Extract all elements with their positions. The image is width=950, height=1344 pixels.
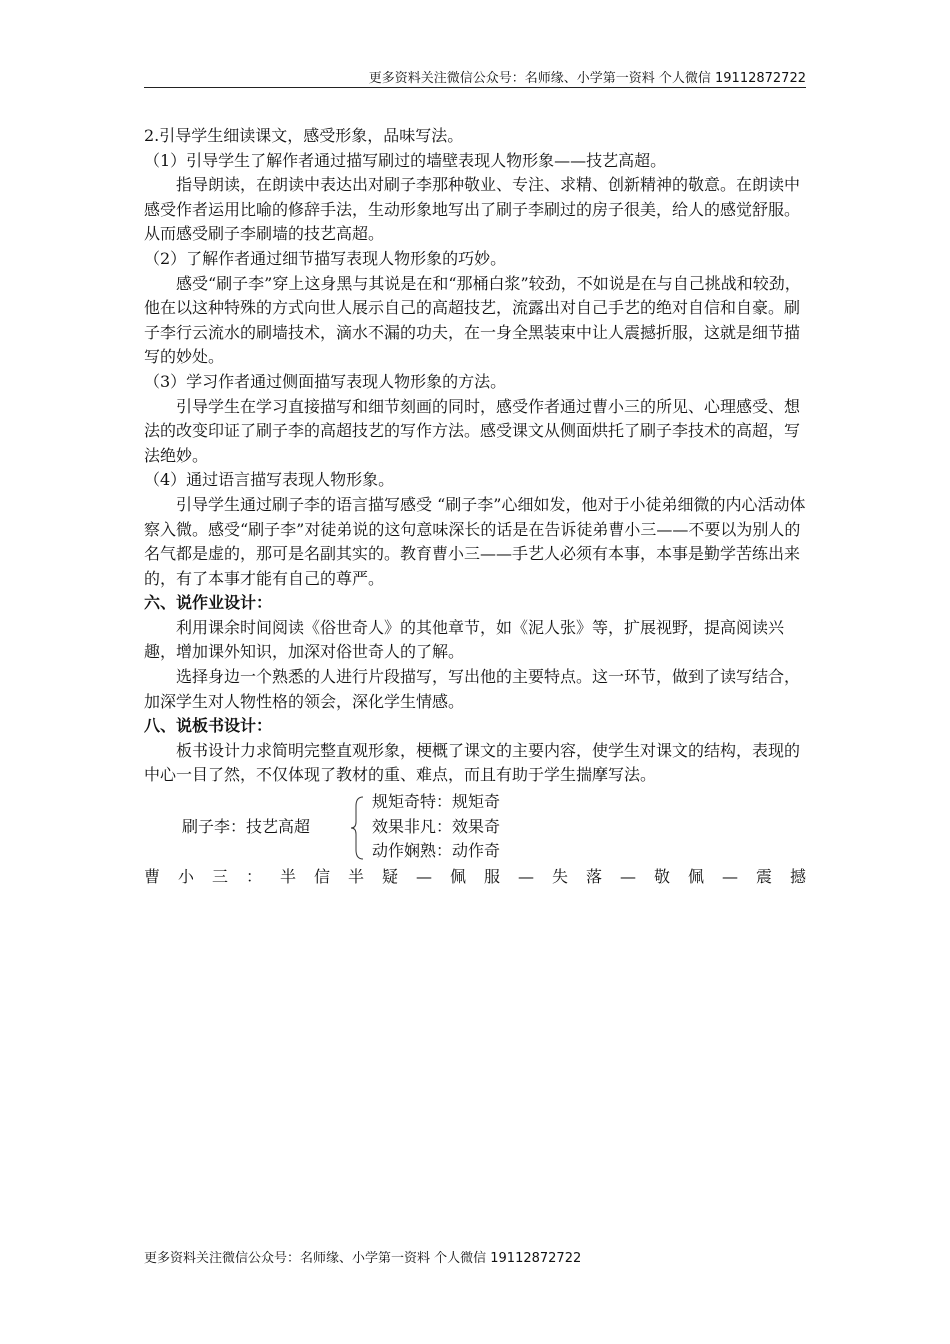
char: 佩 <box>449 867 466 887</box>
subheading: （4）通过语言描写表现人物形象。 <box>144 470 395 490</box>
char: 失 <box>551 867 568 887</box>
char: 震 <box>755 867 772 887</box>
page-header: 更多资料关注微信公众号：名师缘、小学第一资料 个人微信 19112872722 <box>368 71 806 86</box>
char: — <box>416 867 432 887</box>
section-heading: 八、说板书设计： <box>144 716 273 736</box>
board-main-label: 刷子李：技艺高超 <box>182 817 311 837</box>
char: 落 <box>585 867 602 887</box>
subheading: （1）引导学生了解作者通过描写刷过的墙壁表现人物形象——技艺高超。 <box>144 150 667 170</box>
char: — <box>517 867 534 887</box>
char: 信 <box>314 867 331 887</box>
paragraph: 选择身边一个熟悉的人进行片段描写，写出他的主要特点。这一环节，做到了读写结合，加深学生对人物性格的领会，深化学生情感。 <box>144 667 801 711</box>
cao-xiaosan-line <box>144 865 806 890</box>
section-heading: 六、说作业设计： <box>144 593 273 613</box>
paragraph: 引导学生在学习直接描写和细节刻画的同时，感受作者通过曹小三的所见、心理感受、想法的改变印证了刷子李的高超技艺的写作方法。感受课文从侧面烘托了刷子李技术的高超，写法绝妙。 <box>144 396 801 465</box>
char: 疑 <box>382 867 399 887</box>
brace-icon <box>350 796 364 860</box>
subheading: （2）了解作者通过细节描写表现人物形象的巧妙。 <box>144 248 507 268</box>
subheading: （3）学习作者通过侧面描写表现人物形象的方法。 <box>144 371 507 391</box>
char: 半 <box>280 867 297 887</box>
paragraph: 板书设计力求简明完整直观形象，梗概了课文的主要内容，使学生对课文的结构，表现的中心一目了然，不仅体现了教材的重、难点，而且有助于学生揣摩写法。 <box>144 740 801 785</box>
board-item: 规矩奇特：规矩奇 <box>372 792 501 812</box>
char: ： <box>246 867 263 887</box>
char: 服 <box>483 867 500 887</box>
char: 半 <box>348 867 365 887</box>
char: 佩 <box>687 867 704 887</box>
paragraph: 感受“刷子李”穿上这身黑与其说是在和“那桶白浆”较劲，不如说是在与自己挑战和较劲，他在以这种特殊的方式向世人展示自己的高超技艺，流露出对自己手艺的绝对自信和自豪。刷子李行云流水的刷墙技术，滴水不漏的功夫，在一身全黑装束中让人震撼折服，这就是细节描写的妙处。 <box>144 273 801 367</box>
char: 曹 <box>144 867 161 887</box>
char: 敬 <box>653 867 670 887</box>
document-body <box>144 124 806 890</box>
page-footer: 更多资料关注微信公众号：名师缘、小学第一资料 个人微信 19112872722 <box>144 1251 582 1266</box>
paragraph: 利用课余时间阅读《俗世奇人》的其他章节，如《泥人张》等，扩展视野，提高阅读兴趣，增加课外知识，加深对俗世奇人的了解。 <box>144 617 785 662</box>
paragraph: 引导学生通过刷子李的语言描写感受 “刷子李”心细如发，他对于小徒弟细微的内心活动体察入微。感受“刷子李”对徒弟说的这句意味深长的话是在告诉徒弟曹小三——不要以为别人的名气都是虚的，那可是名副其实的。教育曹小三——手艺人必须有本事，本事是勤学苦练出来的，有了本事才能有自己的尊严。 <box>144 494 806 588</box>
board-item: 效果非凡：效果奇 <box>372 816 501 836</box>
char: 三 <box>212 867 229 887</box>
char: — <box>619 867 636 887</box>
char: 撼 <box>789 867 806 887</box>
paragraph: 指导朗读，在朗读中表达出对刷子李那种敬业、专注、求精、创新精神的敬意。在朗读中感受作者运用比喻的修辞手法，生动形象地写出了刷子李刷过的房子很美，给人的感觉舒服。从而感受刷子李刷墙的技艺高超。 <box>144 175 801 244</box>
char: 小 <box>178 867 195 887</box>
board-item: 动作娴熟：动作奇 <box>372 841 501 861</box>
board-items <box>372 790 500 864</box>
blackboard-design <box>144 790 806 864</box>
header-rule <box>144 87 806 88</box>
char: — <box>721 867 738 887</box>
paragraph: 2.引导学生细读课文，感受形象，品味写法。 <box>144 126 464 145</box>
